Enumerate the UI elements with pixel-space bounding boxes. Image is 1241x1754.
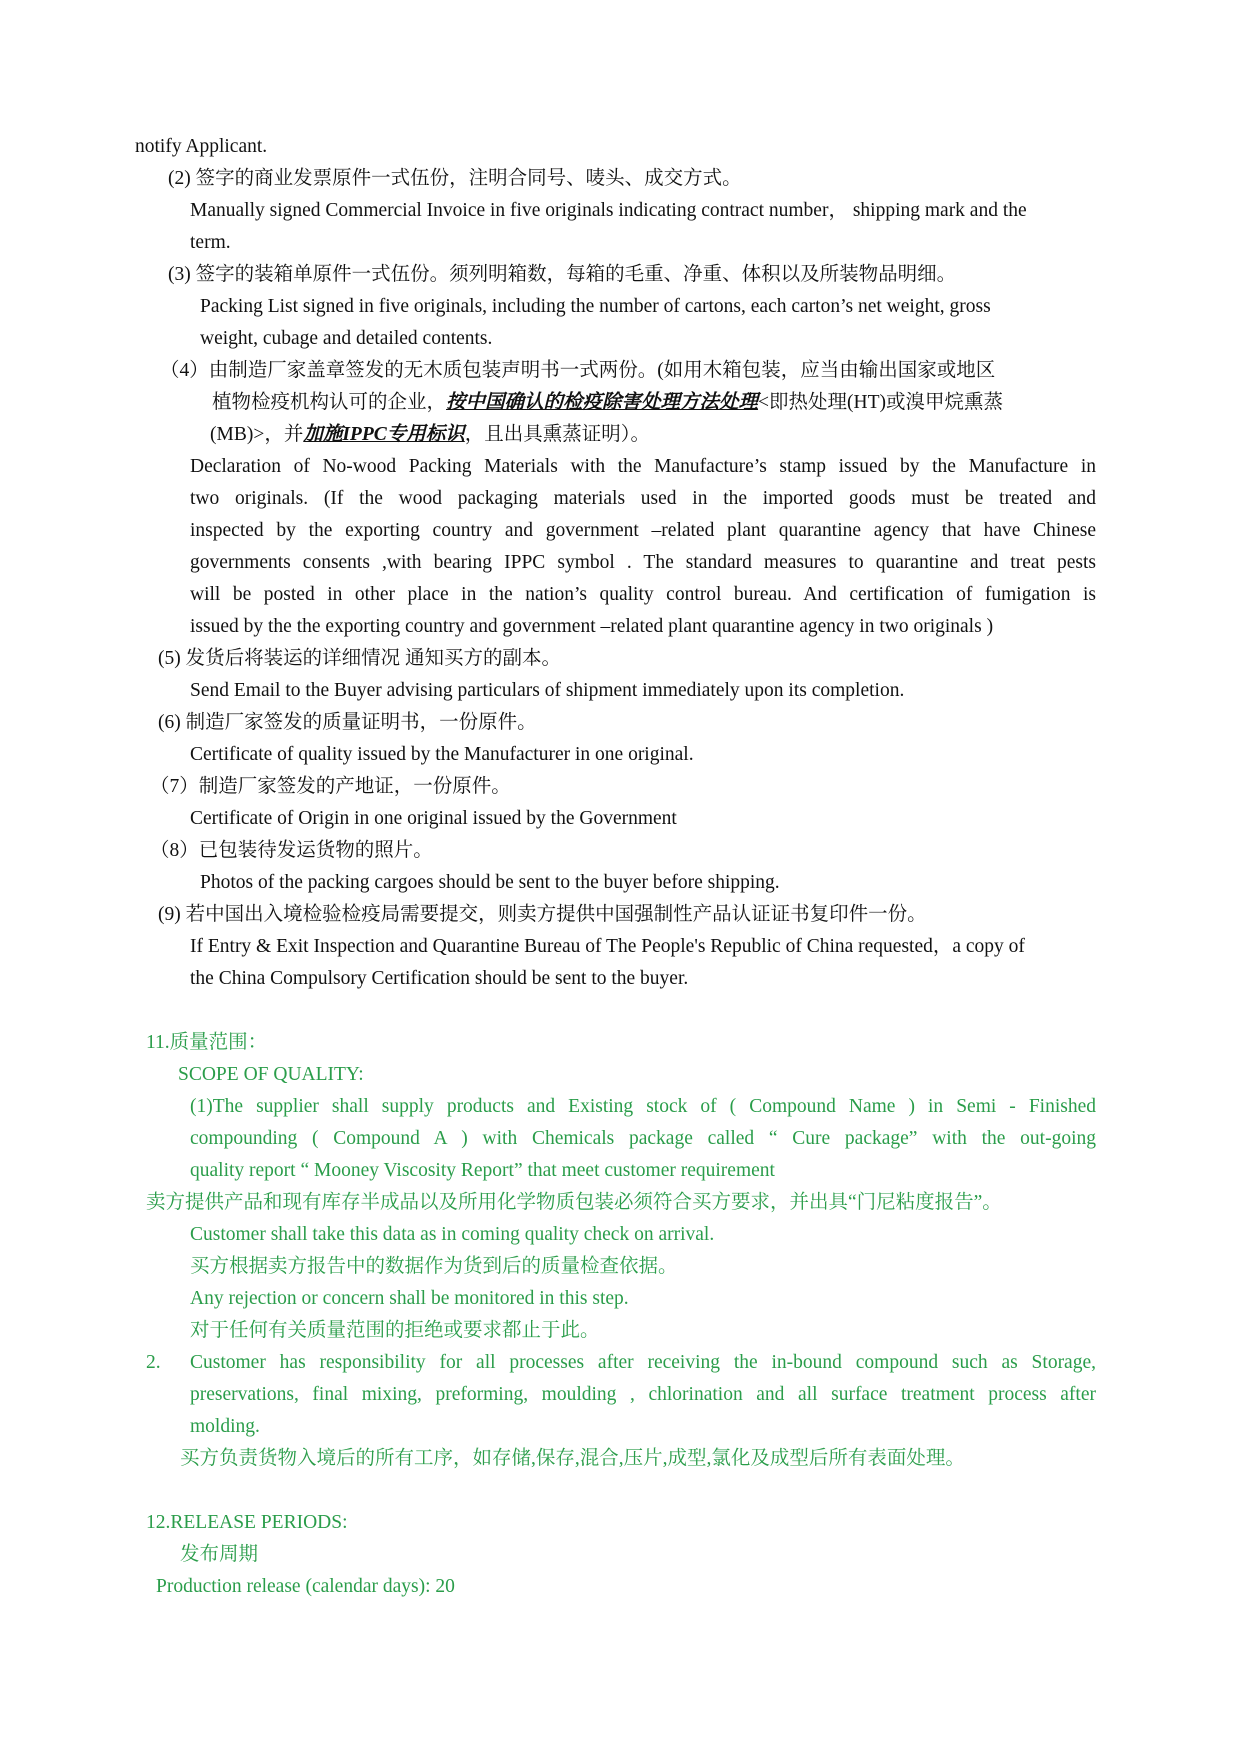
list-item-8-cn: （8）已包装待发运货物的照片。 (150, 840, 433, 861)
quality-paragraph: Any rejection or concern shall be monitored in this step. (190, 1288, 629, 1309)
quality-paragraph-cn: 卖方提供产品和现有库存半成品以及所用化学物质包装必须符合买方要求，并出具“门尼粘度报告”。 (146, 1192, 1002, 1213)
quality-item-2: preservations, final mixing, preforming, moulding , chlorination and all surface treatment process after (190, 1384, 1096, 1405)
quality-item-2: Customer has responsibility for all processes after receiving the in-bound compound such as Storage, (190, 1352, 1096, 1373)
list-item-9-en-cont: the China Compulsory Certification should be sent to the buyer. (190, 968, 689, 989)
list-item-5-en: Send Email to the Buyer advising particulars of shipment immediately upon its completion. (190, 680, 905, 701)
text-run: (MB)>，并 (210, 424, 304, 445)
list-item-3-cn: (3) 签字的装箱单原件一式伍份。须列明箱数，每箱的毛重、净重、体积以及所装物品明细。 (168, 264, 957, 285)
list-item-8-en: Photos of the packing cargoes should be sent to the buyer before shipping. (200, 872, 780, 893)
quality-paragraph: compounding ( Compound A ) with Chemicals package called “ Cure package” with the out-going (190, 1128, 1096, 1149)
list-item-4-cn-line2 (212, 390, 1003, 416)
list-item-4-en: inspected by the exporting country and government –related plant quarantine agency that have Chinese (190, 520, 1096, 541)
section-subheading-cn: 发布周期 (180, 1544, 259, 1565)
quality-paragraph: quality report “ Mooney Viscosity Report” that meet customer requirement (190, 1160, 775, 1181)
list-item-9-cn: (9) 若中国出入境检验检疫局需要提交，则卖方提供中国强制性产品认证证书复印件一份。 (158, 904, 927, 925)
list-item-6-en: Certificate of quality issued by the Manufacturer in one original. (190, 744, 694, 765)
text-run: 植物检疫机构认可的企业， (212, 392, 447, 413)
list-number: 2. (146, 1352, 161, 1373)
list-item-4-en: Declaration of No-wood Packing Materials with the Manufacture’s stamp issued by the Manufacture in (190, 456, 1096, 477)
section-subheading: SCOPE OF QUALITY: (178, 1064, 364, 1085)
list-item-2-en: Manually signed Commercial Invoice in five originals indicating contract number， shipping mark and the (190, 200, 1027, 221)
list-item-2-cn: (2) 签字的商业发票原件一式伍份，注明合同号、唛头、成交方式。 (168, 168, 742, 189)
list-item-3-en-cont: weight, cubage and detailed contents. (200, 328, 493, 349)
list-item-4-en: governments consents ,with bearing IPPC symbol . The standard measures to quarantine and treat pests (190, 552, 1096, 573)
quality-item-2-cn: 买方负责货物入境后的所有工序，如存储,保存,混合,压片,成型,氯化及成型后所有表面处理。 (180, 1448, 965, 1469)
quality-paragraph-cn: 买方根据卖方报告中的数据作为货到后的质量检查依据。 (190, 1256, 678, 1277)
list-item-9-en: If Entry & Exit Inspection and Quarantine Bureau of The People's Republic of China requested，a copy of (190, 936, 1025, 957)
quality-paragraph: Customer shall take this data as in coming quality check on arrival. (190, 1224, 715, 1245)
list-item-4-en: two originals. (If the wood packaging materials used in the imported goods must be treated and (190, 488, 1096, 509)
list-item-5-cn: (5) 发货后将装运的详细情况 通知买方的副本。 (158, 648, 561, 669)
list-item-4-en: issued by the the exporting country and government –related plant quarantine agency in two originals ) (190, 616, 994, 637)
list-item-2-en-cont: term. (190, 232, 231, 253)
section-heading-release: 12.RELEASE PERIODS: (146, 1512, 348, 1533)
list-item-7-cn: （7）制造厂家签发的产地证，一份原件。 (150, 776, 511, 797)
release-period-value: Production release (calendar days): 20 (156, 1576, 455, 1597)
emphasized-text: 加施IPPC专用标识 (303, 424, 465, 445)
emphasized-text: 按中国确认的检疫除害处理方法处理 (446, 392, 759, 413)
list-item-4-cn: （4）由制造厂家盖章签发的无木质包装声明书一式两份。(如用木箱包装，应当由输出国家或地区 (160, 360, 996, 381)
quality-paragraph-cn: 对于任何有关质量范围的拒绝或要求都止于此。 (190, 1320, 600, 1341)
quality-paragraph: (1)The supplier shall supply products and Existing stock of ( Compound Name ) in Semi - Finished (190, 1096, 1096, 1117)
list-item-3-en: Packing List signed in five originals, including the number of cartons, each carton’s net weight, gross (200, 296, 991, 317)
text-run: <即热处理(HT)或溴甲烷熏蒸 (758, 392, 1004, 413)
list-item-6-cn: (6) 制造厂家签发的质量证明书，一份原件。 (158, 712, 537, 733)
list-item-7-en: Certificate of Origin in one original issued by the Government (190, 808, 677, 829)
section-heading-quality: 11.质量范围： (146, 1032, 268, 1053)
list-item-4-en: will be posted in other place in the nation’s quality control bureau. And certification of fumigation is (190, 584, 1096, 605)
text-run: ，且出具熏蒸证明）。 (464, 424, 651, 445)
list-item-4-cn-line3 (210, 422, 650, 448)
quality-item-2: molding. (190, 1416, 260, 1437)
paragraph-line: notify Applicant. (135, 136, 268, 157)
